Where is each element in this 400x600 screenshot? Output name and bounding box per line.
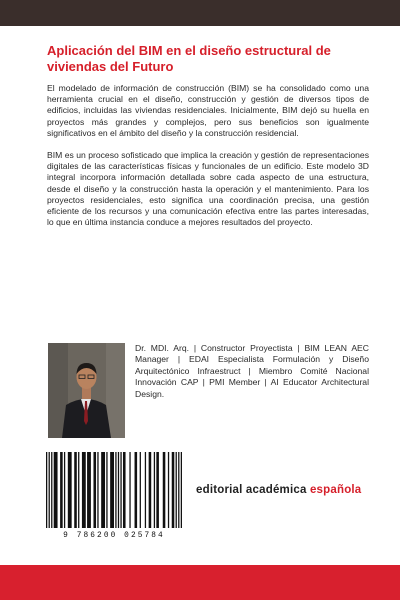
barcode-bar (163, 452, 166, 528)
barcode-bar (120, 452, 121, 528)
author-bio: Dr. MDI. Arq. | Constructor Proyectista | BIM LEAN AEC Manager | EDAI Especialista Formulación y Diseño Arquitectónico Infraestruct | Miembro Comité Nacional Innovación CAP | PMI Member | AI Educator Architectural Design. (135, 343, 369, 399)
barcode-bar (51, 452, 52, 528)
barcode-bar (78, 452, 79, 528)
publisher-name-accent: española (309, 484, 362, 496)
isbn-number: 9 786200 025784 (63, 532, 165, 540)
barcode-bar (97, 452, 98, 528)
barcode-bar (172, 452, 175, 528)
barcode-bar (60, 452, 63, 528)
barcode-bar (54, 452, 58, 528)
barcode-bar (168, 452, 169, 528)
barcode-bar (135, 452, 138, 528)
barcode-bar (106, 452, 107, 528)
barcode-bar (74, 452, 77, 528)
bottom-color-band (0, 565, 400, 600)
barcode-bar (154, 452, 155, 528)
barcode-bar (64, 452, 65, 528)
barcode-bar (68, 452, 72, 528)
barcode-bar (46, 452, 47, 528)
barcode-bar (123, 452, 126, 528)
barcode-bar (149, 452, 152, 528)
barcode-bar (101, 452, 105, 528)
book-title: Aplicación del BIM en el diseño estructural de viviendas del Futuro (47, 43, 331, 74)
barcode-bar (118, 452, 119, 528)
barcode-bar (178, 452, 179, 528)
barcode-bar (110, 452, 114, 528)
barcode-bar (129, 452, 130, 528)
barcode-bar (82, 452, 86, 528)
publisher-name-main: editorial académica (196, 484, 307, 496)
barcode-bar (115, 452, 116, 528)
author-photo (48, 343, 125, 438)
description-paragraph-2: BIM es un proceso sofisticado que implica la creación y gestión de representaciones digitales de las características físicas y funcionales de un edificio. Este modelo 3D integral incorpora información detallada sobre cada aspecto de una estructura, desde el diseño y la construcción hasta la operación y el mantenimiento. Para los proyectos residenciales, esto significa una coordinación precisa, una gestión eficiente de los recursos y una comunicación efectiva entre las partes interesadas, lo que en última instancia conduce a mejores resultados del proyecto. (47, 150, 369, 228)
barcode-bar (156, 452, 159, 528)
top-color-band (0, 0, 400, 26)
barcode-bar (93, 452, 96, 528)
barcode-bar (49, 452, 50, 528)
description-paragraph-1: El modelado de información de construcción (BIM) se ha consolidado como una herramienta crucial en el diseño, construcción y gestión de diversos tipos de edificios, incluidas las viviendas residenciales. Inicialmente, BIM dejó su huella en proyectos más grandes y complejos, pero sus beneficios son igualmente significativos en el ámbito del diseño y la construcción residencial. (47, 83, 369, 138)
barcode-bar (145, 452, 146, 528)
barcode-bar (181, 452, 182, 528)
barcode-bar (176, 452, 177, 528)
barcode-bar (140, 452, 141, 528)
publisher-name (196, 484, 361, 496)
barcode-bar (87, 452, 91, 528)
